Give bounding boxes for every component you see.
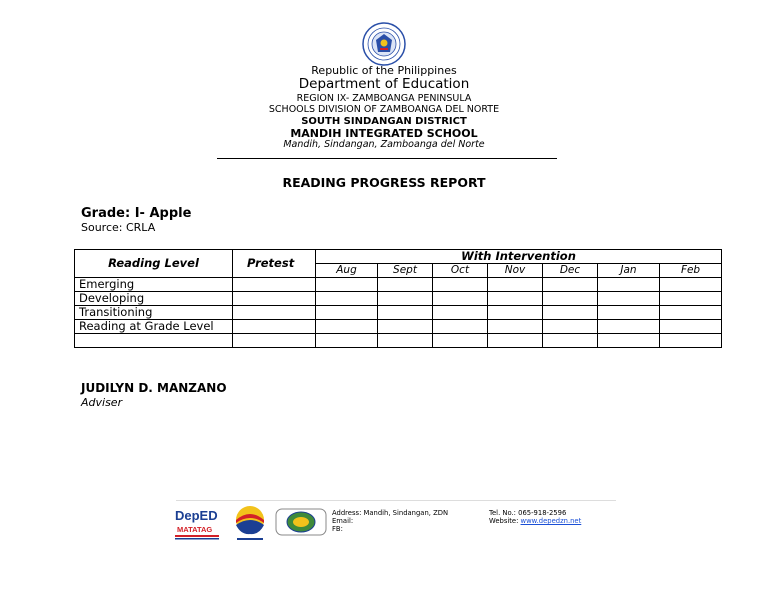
deped-seal-logo <box>362 22 406 66</box>
table-cell[interactable] <box>488 292 543 306</box>
table-row <box>75 320 722 334</box>
header-with-intervention: With Intervention <box>316 250 722 264</box>
month-feb: Feb <box>660 264 722 278</box>
school-name: MANDIH INTEGRATED SCHOOL <box>290 127 478 140</box>
month-oct: Oct <box>433 264 488 278</box>
footer-address: Address: Mandih, Sindangan, ZDN <box>332 509 449 517</box>
table-cell[interactable] <box>488 306 543 320</box>
month-aug: Aug <box>316 264 378 278</box>
table-cell[interactable] <box>316 278 378 292</box>
month-jan: Jan <box>598 264 660 278</box>
table-cell[interactable] <box>233 306 316 320</box>
table-cell[interactable] <box>433 334 488 348</box>
month-sept: Sept <box>378 264 433 278</box>
table-cell[interactable] <box>488 278 543 292</box>
row-label-transitioning: Transitioning <box>75 306 233 320</box>
table-row <box>75 306 722 320</box>
table-cell[interactable] <box>543 334 598 348</box>
division-name: SCHOOLS DIVISION OF ZAMBOANGA DEL NORTE <box>268 104 500 115</box>
reading-progress-table <box>74 249 722 348</box>
report-title: READING PROGRESS REPORT <box>282 175 486 190</box>
table-cell[interactable] <box>660 292 722 306</box>
table-cell[interactable] <box>543 320 598 334</box>
header-reading-level: Reading Level <box>75 250 233 278</box>
header-divider <box>217 158 557 159</box>
website-link[interactable]: www.depedzn.net <box>520 517 582 525</box>
table-cell[interactable] <box>433 320 488 334</box>
table-cell[interactable] <box>316 320 378 334</box>
source-label: Source: CRLA <box>81 221 156 234</box>
table-cell[interactable] <box>543 278 598 292</box>
table-cell[interactable] <box>660 334 722 348</box>
table-cell[interactable] <box>378 334 433 348</box>
table-cell[interactable] <box>598 334 660 348</box>
table-cell[interactable] <box>543 292 598 306</box>
table-cell[interactable] <box>433 278 488 292</box>
table-cell[interactable] <box>233 320 316 334</box>
row-label-blank <box>75 334 233 348</box>
table-row <box>75 278 722 292</box>
table-cell[interactable] <box>316 306 378 320</box>
table-cell[interactable] <box>598 292 660 306</box>
table-header-row <box>75 250 722 264</box>
row-label-grade-level: Reading at Grade Level <box>75 320 233 334</box>
table-cell[interactable] <box>378 278 433 292</box>
department-name: Department of Education <box>298 76 470 92</box>
table-cell[interactable] <box>660 320 722 334</box>
table-cell[interactable] <box>488 334 543 348</box>
row-label-developing: Developing <box>75 292 233 306</box>
footer-website <box>489 517 581 525</box>
deped-matatag-logo <box>174 505 222 541</box>
table-cell[interactable] <box>378 320 433 334</box>
table-cell[interactable] <box>660 306 722 320</box>
table-row <box>75 334 722 348</box>
region-name: REGION IX- ZAMBOANGA PENINSULA <box>296 93 472 104</box>
matatag-logo-text: MATATAG <box>177 525 213 534</box>
table-cell[interactable] <box>233 278 316 292</box>
footer-fb: FB: <box>332 525 343 533</box>
table-cell[interactable] <box>316 292 378 306</box>
footer-email: Email: <box>332 517 354 525</box>
row-label-emerging: Emerging <box>75 278 233 292</box>
table-row <box>75 292 722 306</box>
table-cell[interactable] <box>378 306 433 320</box>
table-cell[interactable] <box>660 278 722 292</box>
table-cell[interactable] <box>433 306 488 320</box>
table-cell[interactable] <box>233 334 316 348</box>
school-address: Mandih, Sindangan, Zamboanga del Norte <box>283 139 485 150</box>
signatory-role: Adviser <box>81 396 123 409</box>
table-cell[interactable] <box>488 320 543 334</box>
table-cell[interactable] <box>598 278 660 292</box>
website-label: Website: <box>489 517 521 525</box>
header-pretest: Pretest <box>233 250 316 278</box>
table-cell[interactable] <box>433 292 488 306</box>
grade-label: Grade: I- Apple <box>81 206 192 221</box>
signatory-name: JUDILYN D. MANZANO <box>81 381 227 395</box>
bagong-pilipinas-logo <box>229 503 271 543</box>
table-cell[interactable] <box>598 306 660 320</box>
deped-logo-text: DepED <box>175 508 218 523</box>
school-logo <box>275 508 327 536</box>
table-cell[interactable] <box>233 292 316 306</box>
month-nov: Nov <box>488 264 543 278</box>
district-name: SOUTH SINDANGAN DISTRICT <box>301 116 467 127</box>
table-cell[interactable] <box>543 306 598 320</box>
table-cell[interactable] <box>316 334 378 348</box>
table-cell[interactable] <box>598 320 660 334</box>
month-dec: Dec <box>543 264 598 278</box>
footer-divider <box>176 500 616 501</box>
footer-telephone: Tel. No.: 065-918-2596 <box>489 509 567 517</box>
table-cell[interactable] <box>378 292 433 306</box>
republic-text: Republic of the Philippines <box>311 64 457 77</box>
